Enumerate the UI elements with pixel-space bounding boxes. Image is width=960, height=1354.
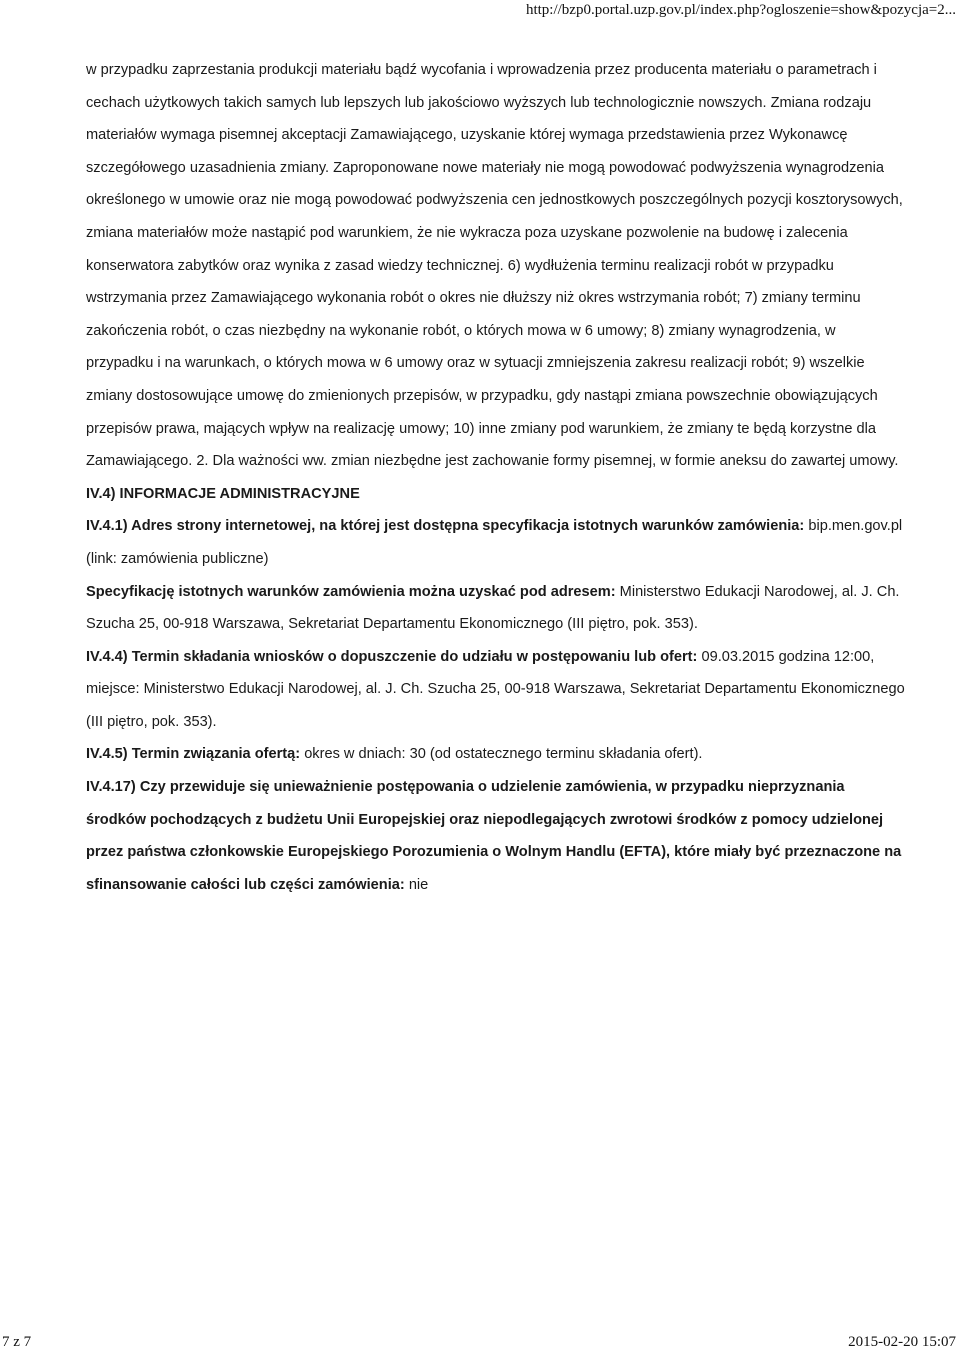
item-spec-address-value: Ministerstwo Edukacji Narodowej, al. J. Ch. Szucha 25, 00-918 Warszawa, Sekretariat Departamentu Ekonomicznego (III piętro, pok. 353). — [86, 583, 900, 633]
item-spec-address-label: Specyfikację istotnych warunków zamówienia można uzyskać pod adresem: — [86, 583, 616, 600]
item-binding-period-value: okres w dniach: 30 (od ostatecznego terminu składania ofert). — [304, 746, 703, 763]
item-offer-deadline-label: IV.4.4) Termin składania wniosków o dopuszczenie do udziału w postępowaniu lub ofert: — [86, 648, 698, 665]
item-binding-period — [86, 738, 906, 771]
item-eu-funding-cancellation — [86, 771, 906, 901]
print-header-url: http://bzp0.portal.uzp.gov.pl/index.php?ogloszenie=show&pozycja=2... — [525, 2, 956, 18]
item-website-spec-label: IV.4.1) Adres strony internetowej, na której jest dostępna specyfikacja istotnych warunków zamówienia: — [86, 518, 805, 535]
document-body — [86, 54, 906, 901]
paragraph-contract-changes: w przypadku zaprzestania produkcji materiału bądź wycofania i wprowadzenia przez producenta materiału o parametrach i cechach użytkowych takich samych lub lepszych lub jakościowo wyższych lub technologicznie nowszych. Zmiana rodzaju materiałów wymaga pisemnej akceptacji Zamawiającego, uzyskanie której wymaga przedstawienia przez Wykonawcę szczegółowego uzasadnienia zmiany. Zaproponowane nowe materiały nie mogą powodować podwyższenia wynagrodzenia określonego w umowie oraz nie mogą powodować podwyższenia cen jednostkowych poszczególnych pozycji kosztorysowych, zmiana materiałów może nastąpić pod warunkiem, że nie wykracza poza uzyskane pozwolenie na budowę i zalecenia konserwatora zabytków oraz wynika z zasad wiedzy technicznej. 6) wydłużenia terminu realizacji robót w przypadku wstrzymania przez Zamawiającego wykonania robót o okres nie dłuższy niż okres wstrzymania robót; 7) zmiany terminu zakończenia robót, o czas niezbędny na wykonanie robót, o których mowa w 6 umowy; 8) zmiany wynagrodzenia, w przypadku i na warunkach, o których mowa w 6 umowy oraz w sytuacji zmniejszenia zakresu realizacji robót; 9) wszelkie zmiany dostosowujące umowę do zmienionych przepisów, w przypadku, gdy nastąpi zmiana powszechnie obowiązujących przepisów prawa, mających wpływ na realizację umowy; 10) inne zmiany pod warunkiem, że zmiany te będą korzystne dla Zamawiającego. 2. Dla ważności ww. zmian niezbędne jest zachowanie formy pisemnej, w formie aneksu do zawartej umowy. — [86, 62, 903, 470]
print-footer-page-number: 7 z 7 — [2, 1334, 32, 1350]
item-website-spec-value: bip.men.gov.pl (link: zamówienia publiczne) — [86, 518, 903, 567]
item-binding-period-label: IV.4.5) Termin związania ofertą: — [86, 746, 301, 763]
item-offer-deadline-value: 09.03.2015 godzina 12:00, miejsce: Ministerstwo Edukacji Narodowej, al. J. Ch. Szucha 25, 00-918 Warszawa, Sekretariat Departamentu Ekonomicznego (III piętro, pok. 353). — [86, 648, 905, 730]
section-heading-text: IV.4) INFORMACJE ADMINISTRACYJNE — [86, 485, 360, 502]
print-footer-datetime: 2015-02-20 15:07 — [848, 1334, 956, 1350]
item-offer-deadline — [86, 641, 906, 739]
item-spec-address — [86, 576, 906, 641]
item-eu-funding-cancellation-value: nie — [408, 876, 429, 893]
item-eu-funding-cancellation-label: IV.4.17) Czy przewiduje się unieważnienie postępowania o udzielenie zamówienia, w przypadku nieprzyznania środków pochodzących z budżetu Unii Europejskiej oraz niepodlegających zwrotowi środków z pomocy udzielonej przez państwa członkowskie Europejskiego Porozumienia o Wolnym Handlu (EFTA), które miały być przeznaczone na sfinansowanie całości lub części zamówienia: — [86, 779, 902, 893]
section-heading-administrative-info — [86, 478, 906, 511]
item-website-spec — [86, 510, 906, 575]
